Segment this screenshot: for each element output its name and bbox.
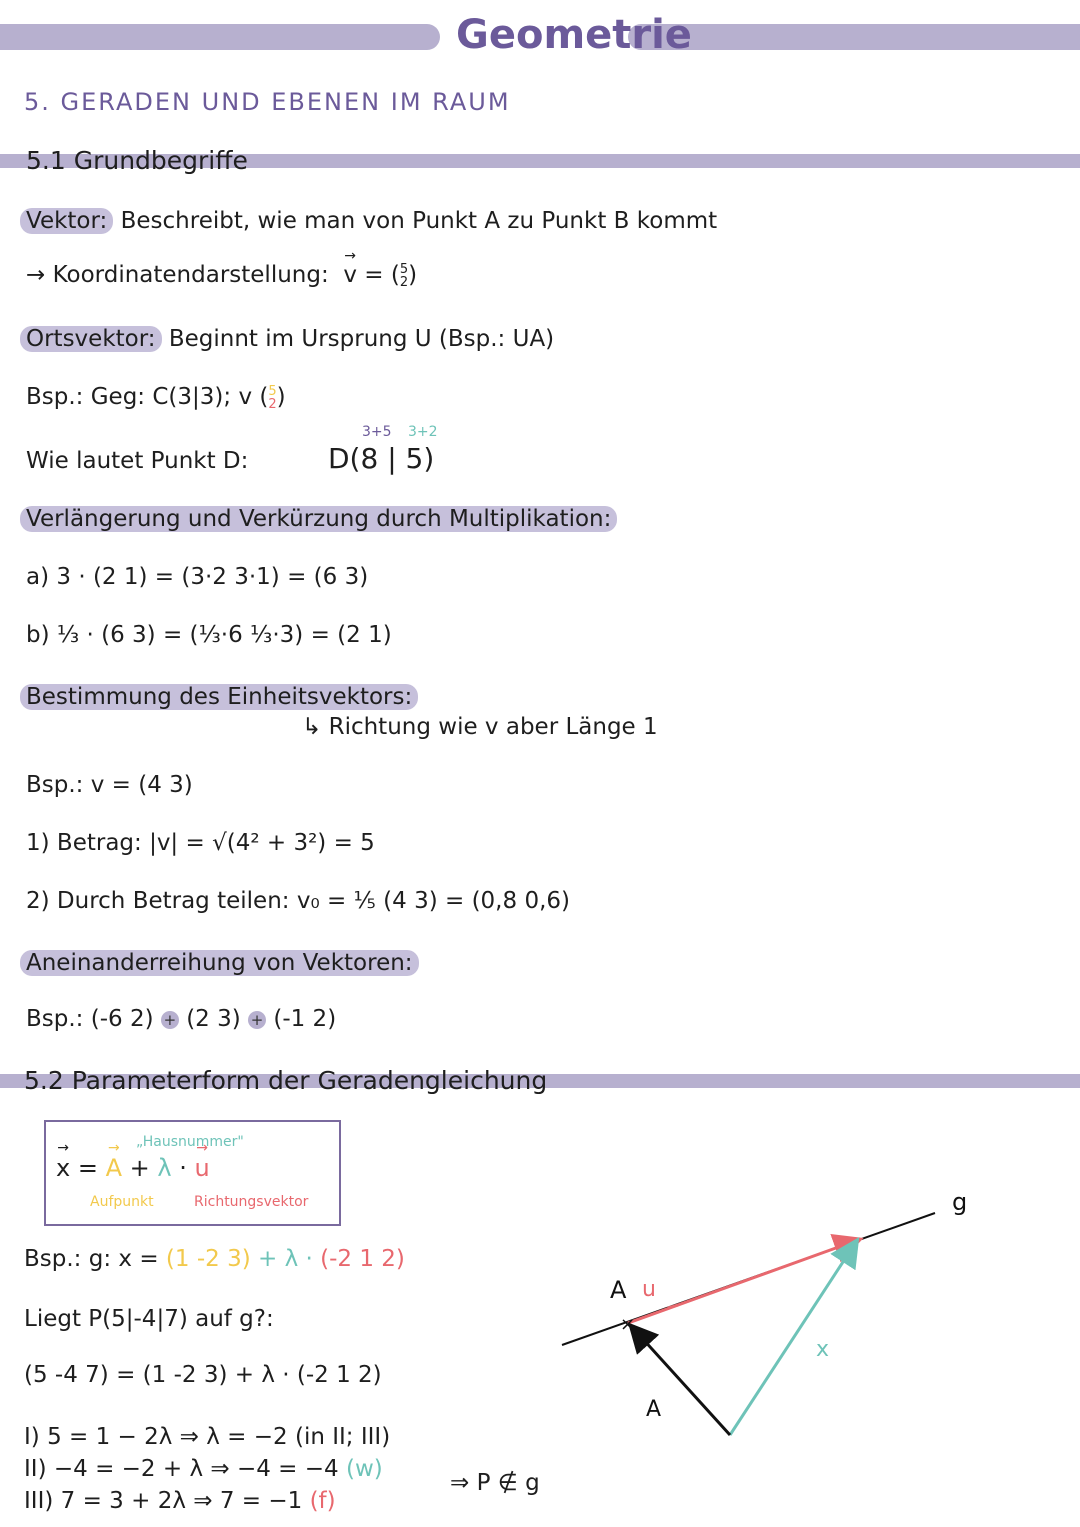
- ortsvektor-label: Ortsvektor:: [20, 326, 162, 352]
- anein-v1: (-6 2): [90, 1006, 154, 1032]
- plus-circle-1: +: [161, 1011, 179, 1029]
- hint-y: 3+2: [408, 424, 438, 440]
- mult-heading: Verlängerung und Verkürzung durch Multiplikation:: [20, 506, 617, 532]
- formula-A: → A: [106, 1154, 122, 1182]
- einheit-heading: Bestimmung des Einheitsvektors:: [20, 684, 418, 710]
- label-x: x: [816, 1337, 830, 1362]
- anein-v3: (-1 2): [273, 1006, 337, 1032]
- mult-heading-wrap: [26, 506, 617, 532]
- ortsvektor-line: [26, 326, 554, 352]
- label-point-a: A: [610, 1276, 627, 1304]
- vector-u-arrow: [628, 1240, 858, 1323]
- einheit-step1: 1) Betrag: |v| = √(4² + 3²) = 5: [26, 830, 375, 856]
- label-u: u: [642, 1277, 656, 1302]
- vektor-text: Beschreibt, wie man von Punkt A zu Punkt B kommt: [120, 208, 718, 234]
- row-1: I) 5 = 1 − 2λ ⇒ λ = −2 (in II; III): [24, 1424, 391, 1450]
- einheit-note: ↳ Richtung wie v aber Länge 1: [302, 714, 658, 740]
- coord-vector: 5 2: [399, 261, 409, 290]
- coord-eq: =: [364, 262, 384, 288]
- bsp-given: Bsp.: Geg: C(3|3); v ( 5 2 ): [26, 383, 286, 412]
- vektor-label: Vektor:: [20, 208, 113, 234]
- coord-line: → Koordinatendarstellung: → v = ( 5 2 ): [26, 262, 417, 289]
- section-title-5-2: 5.2 Parameterform der Geradengleichung: [24, 1066, 548, 1095]
- g-richtung: (-2 1 2): [320, 1246, 405, 1272]
- einheit-step2: 2) Durch Betrag teilen: v₀ = ⅕ (4 3) = (0,8 0,6): [26, 888, 570, 914]
- label-g: g: [952, 1188, 968, 1216]
- given-vector: 5 2: [268, 383, 277, 412]
- header-bar-left: [0, 24, 440, 50]
- einheit-heading-wrap: [26, 684, 418, 710]
- header-bar-right: [628, 24, 1080, 50]
- bsp-g: Bsp.: g: x = (1 -2 3) + λ · (-2 1 2): [24, 1246, 405, 1272]
- formula-line: → x = → A + λ · → u: [56, 1154, 210, 1182]
- g-aufpunkt: (1 -2 3): [165, 1246, 251, 1272]
- richtung-label: Richtungsvektor: [194, 1194, 309, 1210]
- formula-note: „Hausnummer": [136, 1134, 244, 1150]
- ortsvektor-text: Beginnt im Ursprung U (Bsp.: UA): [168, 326, 555, 352]
- liegt-eq: (5 -4 7) = (1 -2 3) + λ · (-2 1 2): [24, 1362, 382, 1388]
- aufpunkt-label: Aufpunkt: [90, 1194, 154, 1210]
- einheit-bsp: Bsp.: v = (4 3): [26, 772, 193, 798]
- mult-a: a) 3 · (2 1) = (3·2 3·1) = (6 3): [26, 564, 369, 590]
- label-vector-a: A: [646, 1397, 662, 1422]
- point-a-cross: ×: [620, 1314, 636, 1335]
- liegt-question: Liegt P(5|-4|7) auf g?:: [24, 1306, 274, 1332]
- coord-prefix: → Koordinatendarstellung:: [26, 262, 329, 288]
- formula-u: → u: [195, 1154, 210, 1182]
- row-3: III) 7 = 3 + 2λ ⇒ 7 = −1 (f): [24, 1488, 336, 1514]
- anein-heading: Aneinanderreihung von Vektoren:: [20, 950, 419, 976]
- section-title-5-1: 5.1 Grundbegriffe: [26, 146, 248, 175]
- bsp-question: Wie lautet Punkt D:: [26, 448, 249, 474]
- plus-circle-2: +: [248, 1011, 266, 1029]
- line-diagram: [540, 1180, 1000, 1460]
- u-ticks: [668, 1305, 678, 1308]
- mult-b: b) ⅓ · (6 3) = (⅓·6 ⅓·3) = (2 1): [26, 622, 392, 648]
- anein-v2: (2 3): [186, 1006, 241, 1032]
- page-title: Geometrie: [456, 12, 692, 58]
- formula-lambda: λ: [157, 1154, 172, 1182]
- vector-v: → v: [343, 262, 357, 288]
- hint-x: 3+5: [362, 424, 392, 440]
- anein-bsp: Bsp.: (-6 2) + (2 3) + (-1 2): [26, 1006, 337, 1032]
- anein-heading-wrap: [26, 950, 419, 976]
- row-2: II) −4 = −2 + λ ⇒ −4 = −4 (w): [24, 1456, 383, 1482]
- vektor-line: [26, 208, 717, 234]
- chapter-title: 5. GERADEN UND EBENEN IM RAUM: [24, 88, 511, 116]
- answer-d: D(8 | 5): [328, 442, 435, 475]
- vector-x-arrow: [730, 1242, 856, 1435]
- result: ⇒ P ∉ g: [450, 1470, 540, 1496]
